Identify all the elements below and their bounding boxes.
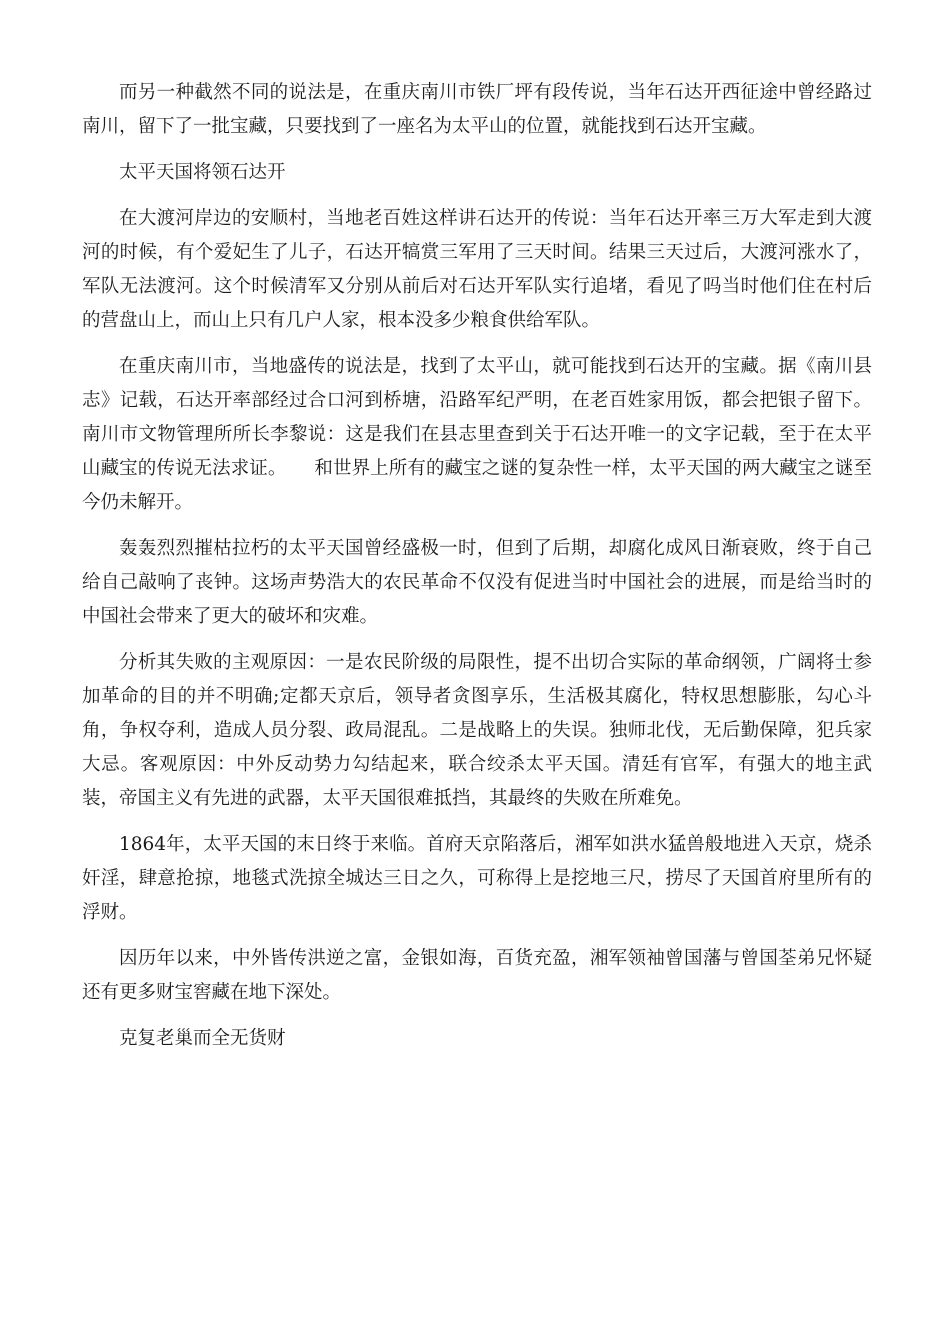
- paragraph: 轰轰烈烈摧枯拉朽的太平天国曾经盛极一时，但到了后期，却腐化成风日渐衰败，终于自己给自己敲响了丧钟。这场声势浩大的农民革命不仅没有促进当时中国社会的进展，而是给当时的中国社会带来了更大的破坏和灾难。: [82, 538, 872, 627]
- paragraph: 而另一种截然不同的说法是，在重庆南川市铁厂坪有段传说，当年石达开西征途中曾经路过南川，留下了一批宝藏，只要找到了一座名为太平山的位置，就能找到石达开宝藏。: [82, 82, 872, 137]
- document-page: [82, 76, 872, 1068]
- paragraph: 分析其失败的主观原因：一是农民阶级的局限性，提不出切合实际的革命纲领，广阔将士参加革命的目的并不明确;定都天京后，领导者贪图享乐，生活极其腐化，特权思想膨胀，勾心斗角，争权夺利，造成人员分裂、政局混乱。二是战略上的失误。独师北伐，无后勤保障，犯兵家大忌。客观原因：中外反动势力勾结起来，联合绞杀太平天国。清廷有官军，有强大的地主武装，帝国主义有先进的武器，太平天国很难抵挡，其最终的失败在所难免。: [82, 652, 872, 809]
- section-heading: 克复老巢而全无货财: [119, 1028, 286, 1049]
- paragraph: 因历年以来，中外皆传洪逆之富，金银如海，百货充盈，湘军领袖曾国藩与曾国荃弟兄怀疑还有更多财宝窖藏在地下深处。: [82, 948, 872, 1003]
- paragraph: 在大渡河岸边的安顺村，当地老百姓这样讲石达开的传说：当年石达开率三万大军走到大渡河的时候，有个爱妃生了儿子，石达开犒赏三军用了三天时间。结果三天过后，大渡河涨水了，军队无法渡河。这个时候清军又分别从前后对石达开军队实行追堵，看见了吗当时他们住在村后的营盘山上，而山上只有几户人家，根本没多少粮食供给军队。: [82, 208, 872, 331]
- paragraph: 1864年，太平天国的末日终于来临。首府天京陷落后，湘军如洪水猛兽般地进入天京，烧杀奸淫，肆意抢掠，地毯式洗掠全城达三日之久，可称得上是挖地三尺，捞尽了天国首府里所有的浮财。: [82, 834, 872, 923]
- section-heading: 太平天国将领石达开: [119, 162, 286, 183]
- paragraph: 在重庆南川市，当地盛传的说法是，找到了太平山，就可能找到石达开的宝藏。据《南川县志》记载，石达开率部经过合口河到桥塘，沿路军纪严明，在老百姓家用饭，都会把银子留下。南川市文物管理所所长李黎说：这是我们在县志里查到关于石达开唯一的文字记载，至于在太平山藏宝的传说无法求证。 和世界上所有的藏宝之谜的复杂性一样，太平天国的两大藏宝之谜至今仍未解开。: [82, 356, 872, 513]
